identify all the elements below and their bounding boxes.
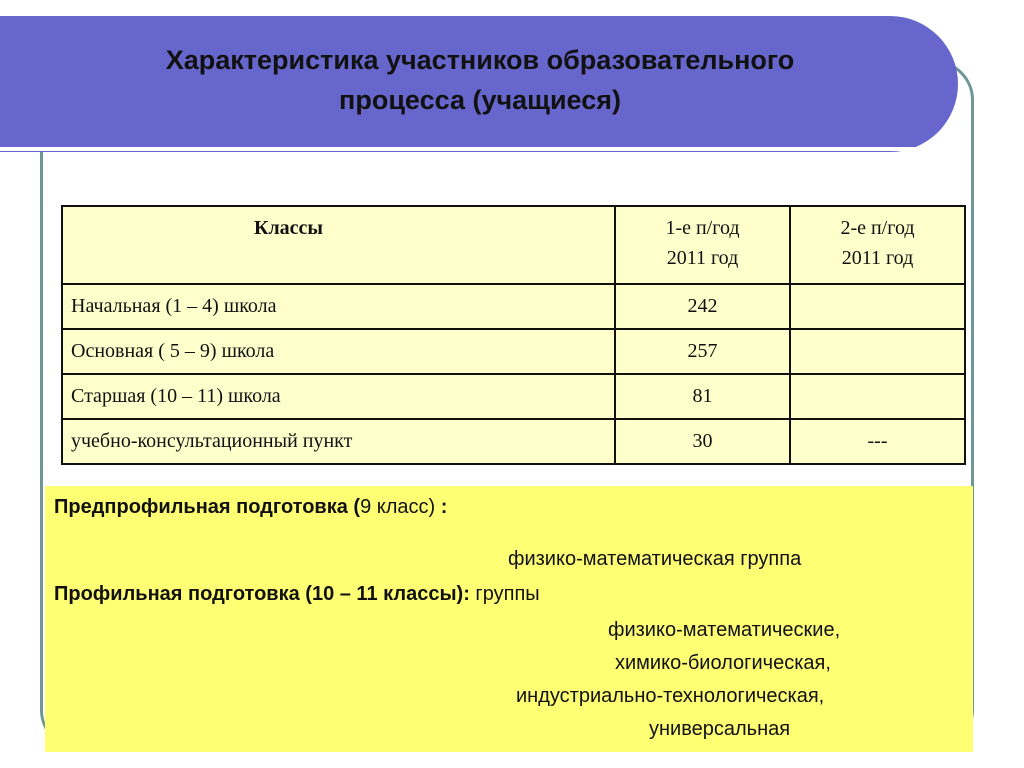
profile-label: Профильная подготовка (10 – 11 классы):	[54, 583, 470, 605]
row-value-first: 242	[615, 284, 790, 329]
table-row	[62, 419, 965, 464]
table-row	[62, 329, 965, 374]
header-first-halfyear	[615, 206, 790, 284]
row-label: Основная ( 5 – 9) школа	[62, 329, 615, 374]
header-classes: Классы	[62, 206, 615, 284]
header-second-halfyear-line1: 2-е п/год	[840, 217, 915, 239]
header-second-halfyear-line2: 2011 год	[841, 247, 914, 269]
profile-group-item: индустриально-технологическая,	[516, 685, 825, 707]
students-table-container	[61, 205, 966, 465]
table-row	[62, 284, 965, 329]
preprofile-grade: 9 класс)	[360, 496, 441, 518]
profile-group-item: физико-математические,	[608, 619, 841, 641]
row-label: Начальная (1 – 4) школа	[62, 284, 615, 329]
profile-group-item: химико-биологическая,	[615, 652, 831, 674]
preprofile-group: физико-математическая группа	[508, 548, 802, 570]
title-line-1: Характеристика участников образовательного	[165, 45, 795, 75]
row-label: учебно-консультационный пункт	[62, 419, 615, 464]
profile-line	[54, 583, 540, 606]
preprofile-label: Предпрофильная подготовка (	[54, 496, 361, 518]
title-line-2: процесса (учащиеся)	[339, 85, 621, 115]
row-label: Старшая (10 – 11) школа	[62, 374, 615, 419]
slide-title	[40, 40, 920, 120]
row-value-second	[790, 374, 965, 419]
profile-group-item: универсальная	[649, 718, 791, 740]
title-underline	[0, 147, 938, 151]
header-second-halfyear	[790, 206, 965, 284]
students-table	[61, 205, 966, 465]
row-value-first: 257	[615, 329, 790, 374]
profile-groups-word: группы	[469, 583, 540, 605]
row-value-first: 81	[615, 374, 790, 419]
preprofile-colon: :	[440, 496, 448, 518]
header-first-halfyear-line1: 1-е п/год	[665, 217, 740, 239]
preprofile-line	[54, 496, 447, 519]
header-first-halfyear-line2: 2011 год	[666, 247, 739, 269]
row-value-second	[790, 284, 965, 329]
row-value-second	[790, 329, 965, 374]
table-header-row	[62, 206, 965, 284]
row-value-second: ---	[790, 419, 965, 464]
table-row	[62, 374, 965, 419]
profile-training-box	[45, 486, 973, 752]
row-value-first: 30	[615, 419, 790, 464]
